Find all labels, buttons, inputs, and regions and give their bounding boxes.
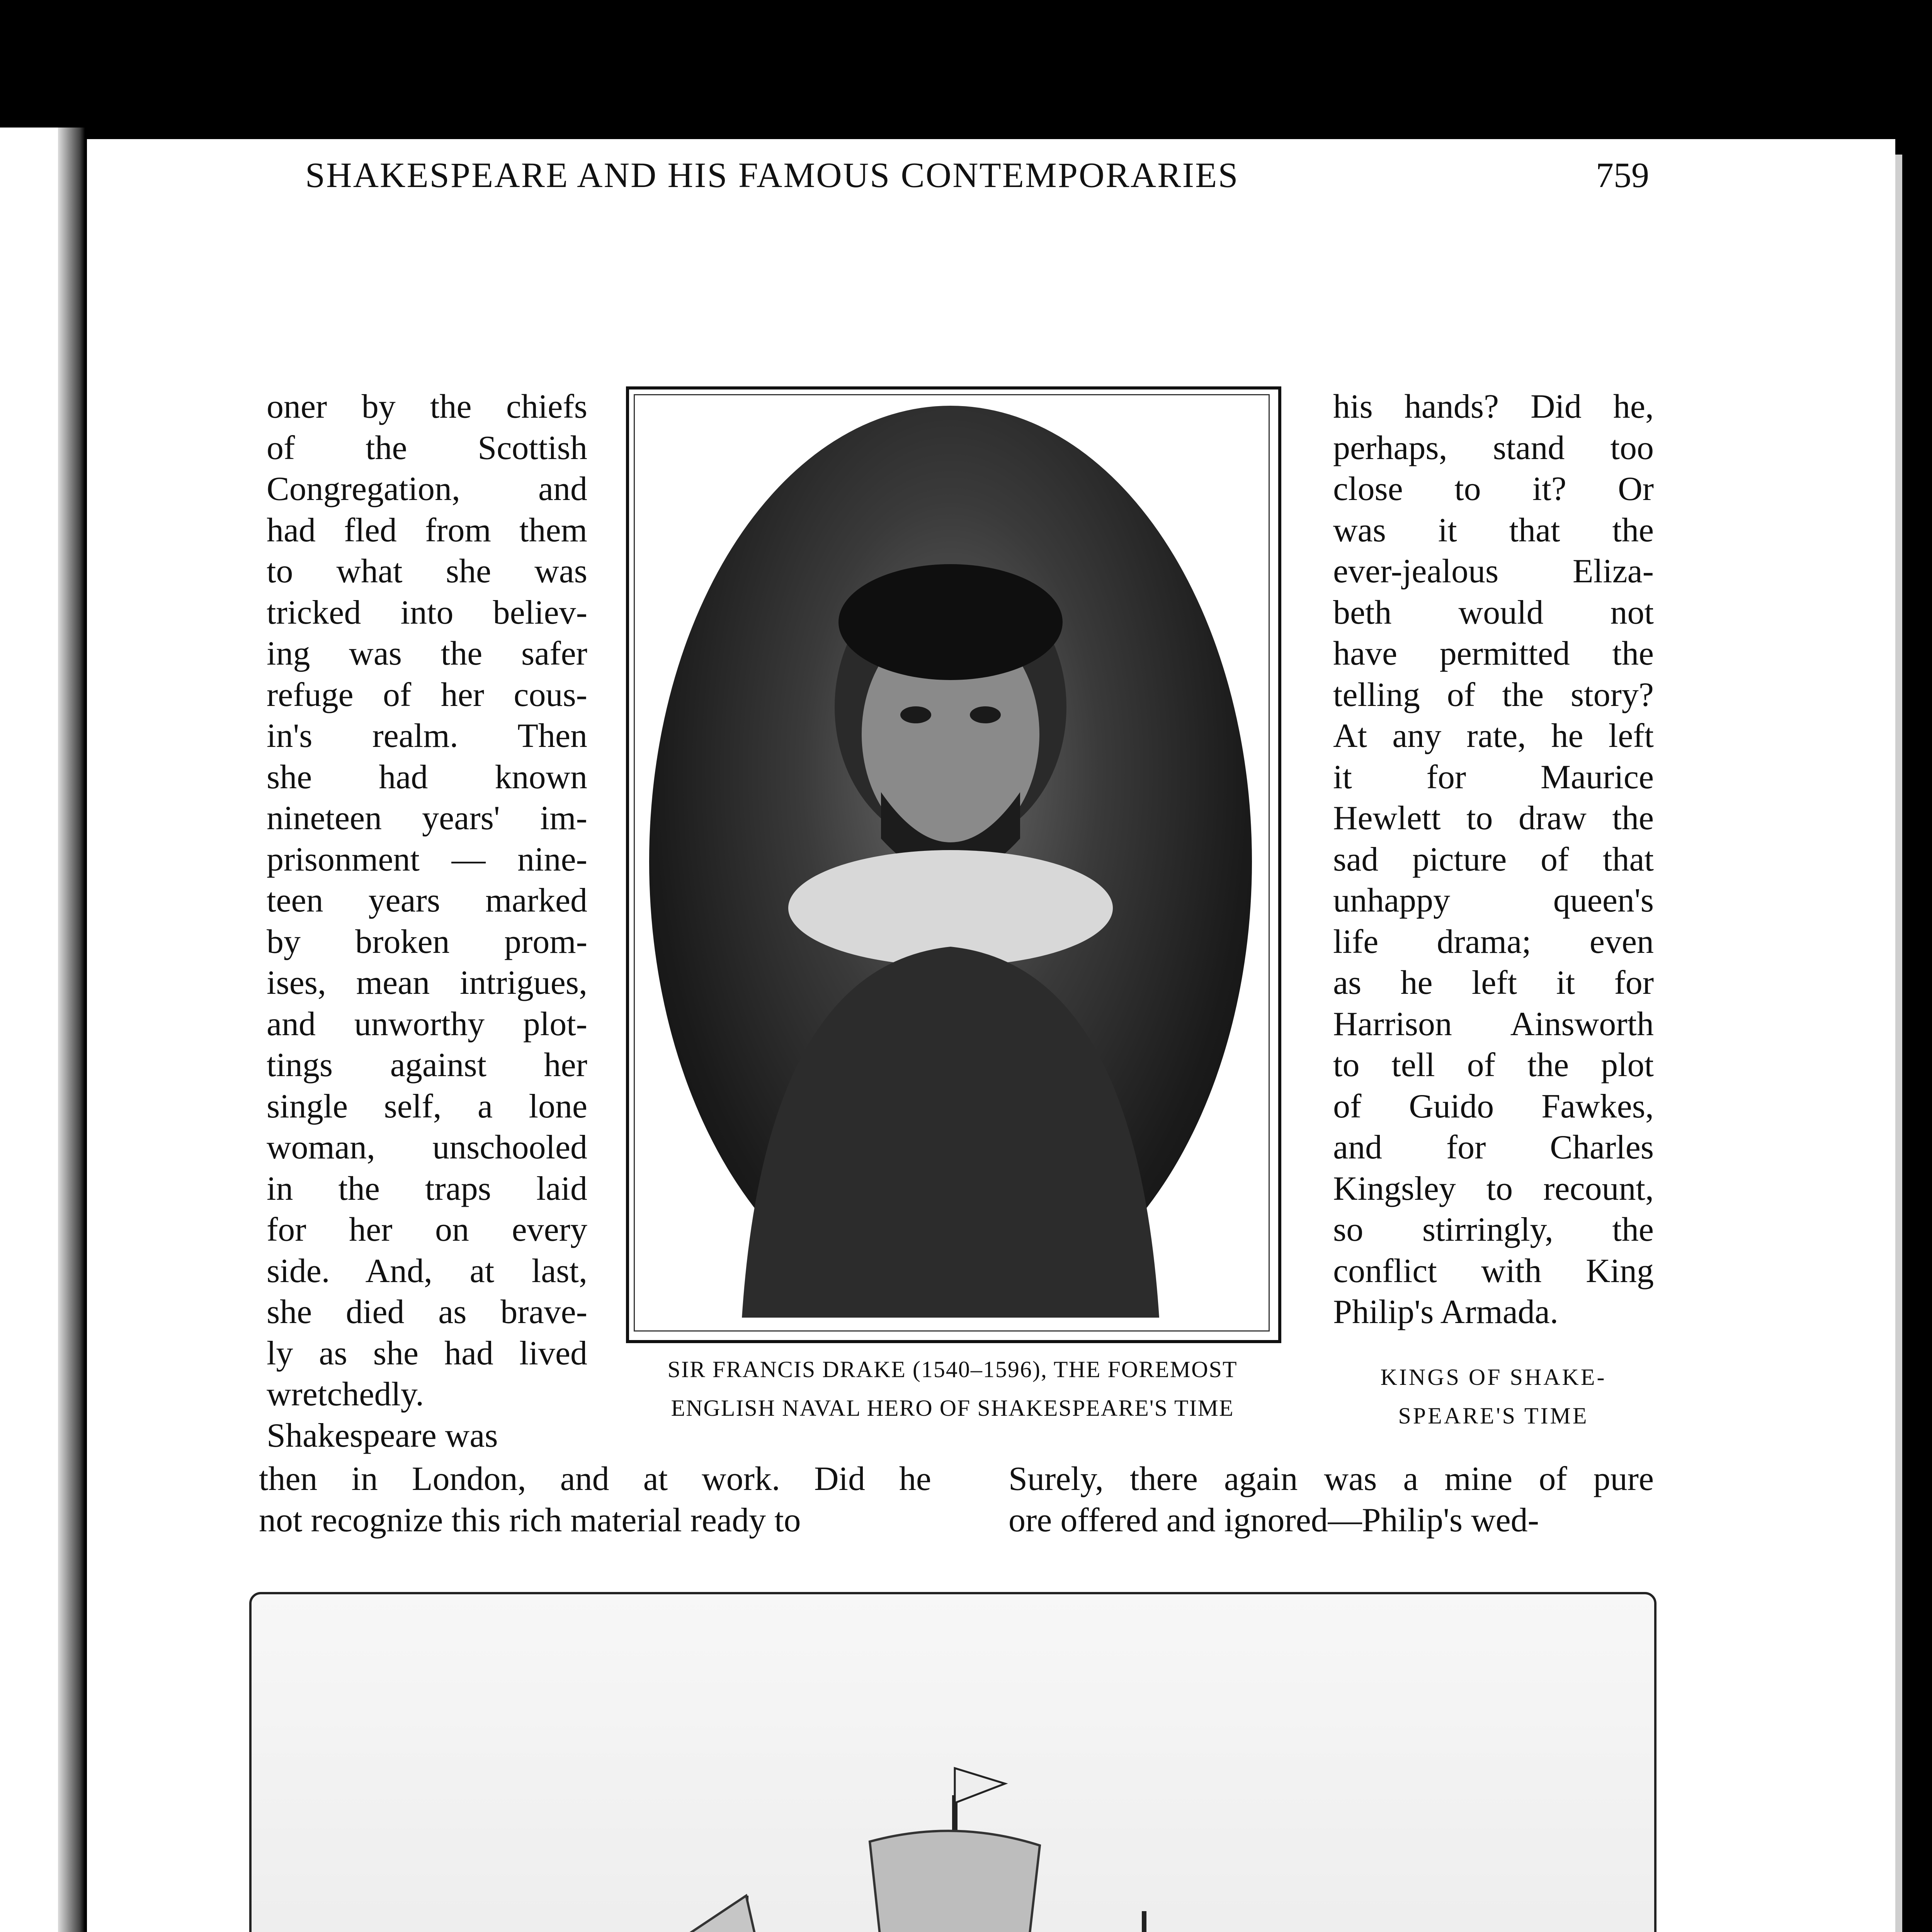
- text-line: Hewlett to draw the: [1333, 799, 1654, 837]
- text-line: refuge of her cous-: [267, 676, 587, 714]
- drake-portrait-image: [649, 406, 1252, 1318]
- text-line: had fled from them: [267, 511, 587, 549]
- text-line: have permitted the: [1333, 635, 1654, 672]
- text-line: it for Maurice: [1333, 758, 1654, 796]
- text-line: to what she was: [267, 553, 587, 590]
- text-line: Kingsley to recount,: [1333, 1170, 1654, 1208]
- page-number: 759: [1596, 155, 1649, 195]
- text-line: beth would not: [1333, 594, 1654, 631]
- text-line: ever-jealous Eliza-: [1333, 553, 1654, 590]
- page-gutter-shadow: [58, 128, 85, 1932]
- bottom-right-text: [1009, 1459, 1654, 1541]
- portrait-caption-line2: ENGLISH NAVAL HERO OF SHAKESPEARE'S TIME: [671, 1395, 1234, 1421]
- text-line: single self, a lone: [267, 1087, 587, 1125]
- text-line: ises, mean intrigues,: [267, 964, 587, 1002]
- text-line: so stirringly, the: [1333, 1211, 1654, 1248]
- text-line: conflict with King: [1333, 1252, 1654, 1290]
- text-line: for her on every: [267, 1211, 587, 1248]
- text-line: of Guido Fawkes,: [1333, 1087, 1654, 1125]
- text-line: wretchedly.: [267, 1376, 424, 1413]
- text-line: ore offered and ignored—Philip's wed-: [1009, 1501, 1539, 1539]
- right-text-column: [1333, 386, 1654, 1333]
- text-line: telling of the story?: [1333, 676, 1654, 714]
- text-line: Shakespeare was: [267, 1417, 498, 1454]
- left-text-column: [267, 386, 587, 1456]
- text-line: to tell of the plot: [1333, 1046, 1654, 1084]
- text-line: then in London, and at work. Did he: [259, 1460, 931, 1498]
- text-line: Congregation, and: [267, 470, 587, 508]
- text-line: and for Charles: [1333, 1129, 1654, 1166]
- text-line: perhaps, stand too: [1333, 429, 1654, 467]
- text-line: in's realm. Then: [267, 717, 587, 755]
- portrait-figure: [649, 406, 1252, 1318]
- text-line: ly as she had lived: [267, 1334, 587, 1372]
- text-line: not recognize this rich material ready to: [259, 1501, 801, 1539]
- text-line: prisonment — nine-: [267, 840, 587, 878]
- text-line: close to it? Or: [1333, 470, 1654, 508]
- bottom-left-text: [259, 1459, 931, 1541]
- text-line: unhappy queen's: [1333, 882, 1654, 919]
- text-line: oner by the chiefs: [267, 388, 587, 425]
- text-line: sad picture of that: [1333, 840, 1654, 878]
- text-line: ing was the safer: [267, 635, 587, 672]
- text-line: tings against her: [267, 1046, 587, 1084]
- portrait-caption-line1: SIR FRANCIS DRAKE (1540–1596), THE FOREMOST: [667, 1357, 1238, 1382]
- text-line: life drama; even: [1333, 923, 1654, 961]
- text-line: Harrison Ainsworth: [1333, 1005, 1654, 1043]
- text-line: At any rate, he left: [1333, 717, 1654, 755]
- text-line: she had known: [267, 758, 587, 796]
- text-line: nineteen years' im-: [267, 799, 587, 837]
- text-line: his hands? Did he,: [1333, 388, 1654, 425]
- text-line: she died as brave-: [267, 1293, 587, 1331]
- page-edge: [1895, 155, 1902, 1932]
- side-heading-line2: SPEARE'S TIME: [1398, 1403, 1589, 1429]
- text-line: teen years marked: [267, 882, 587, 919]
- text-line: in the traps laid: [267, 1170, 587, 1208]
- text-line: was it that the: [1333, 511, 1654, 549]
- text-line: woman, unschooled: [267, 1129, 587, 1166]
- side-heading-line1: KINGS OF SHAKE-: [1380, 1364, 1607, 1390]
- text-line: by broken prom-: [267, 923, 587, 961]
- text-line: Philip's Armada.: [1333, 1293, 1558, 1331]
- text-line: and unworthy plot-: [267, 1005, 587, 1043]
- ship-drawing: [252, 1594, 1654, 1932]
- golden-hind-image: [249, 1592, 1656, 1932]
- text-line: as he left it for: [1333, 964, 1654, 1002]
- text-line: of the Scottish: [267, 429, 587, 467]
- text-line: tricked into believ-: [267, 594, 587, 631]
- running-title: SHAKESPEARE AND HIS FAMOUS CONTEMPORARIES: [305, 155, 1239, 195]
- text-line: Surely, there again was a mine of pure: [1009, 1460, 1654, 1498]
- text-line: side. And, at last,: [267, 1252, 587, 1290]
